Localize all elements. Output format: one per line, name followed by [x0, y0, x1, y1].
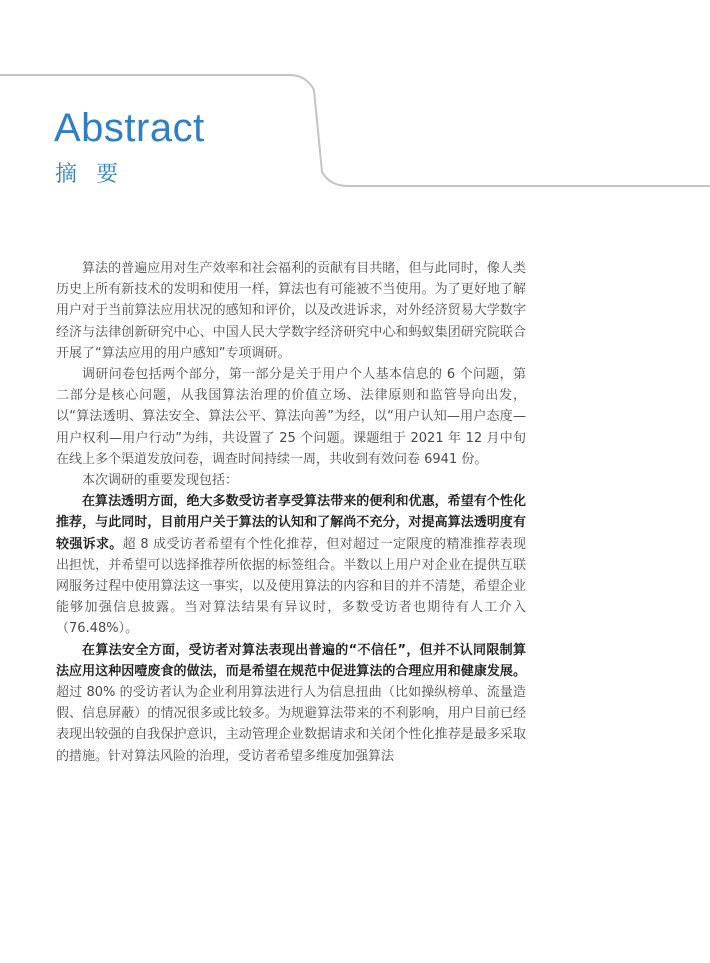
- paragraph-text: 调研问卷包括两个部分，第一部分是关于用户个人基本信息的 6 个问题，第二部分是核心问题，从我国算法治理的价值立场、法律原则和监管导向出发，以“算法透明、算法安全、算法公平、算法向善”为经，以“用户认知—用户态度—用户权利—用户行动”为纬，共设置了 25 个问题。课题组于 2021 年 12 月中旬在线上多个渠道发放问卷，调查时间持续一周，共收到有效问卷 6941 份。: [56, 367, 526, 467]
- paragraph-lead-bold: 在算法安全方面，受访者对算法表现出普遍的“不信任”，但并不认同限制算法应用这种因噎废食的做法，而是希望在规范中促进算法的合理应用和健康发展。: [56, 642, 526, 679]
- paragraph-security: [56, 640, 526, 767]
- abstract-body: [56, 258, 526, 767]
- paragraph-method: [56, 364, 526, 470]
- page-subtitle: 摘 要: [55, 162, 124, 187]
- paragraph-intro: [56, 258, 526, 364]
- paragraph-text: 超 8 成受访者希望有个性化推荐，但对超过一定限度的精准推荐表现出担忧，并希望可以选择推荐所依据的标签组合。半数以上用户对企业在提供互联网服务过程中使用算法这一事实，以及使用算法的内容和目的并不清楚，希望企业能够加强信息披露。当对算法结果有异议时，多数受访者也期待有人工介入（76.48%）。: [56, 536, 526, 637]
- paragraph-findings-lead: [56, 470, 526, 491]
- paragraph-lead-bold: 在算法透明方面，绝大多数受访者享受算法带来的便利和优惠，希望有个性化推荐，与此同时，目前用户关于算法的认知和了解尚不充分，对提高算法透明度有较强诉求。: [56, 494, 526, 552]
- paragraph-transparency: [56, 491, 526, 639]
- paragraph-text: 算法的普遍应用对生产效率和社会福利的贡献有目共睹，但与此同时，像人类历史上所有新技术的发明和使用一样，算法也有可能被不当使用。为了更好地了解用户对于当前算法应用状况的感知和评价，以及改进诉求，对外经济贸易大学数字经济与法律创新研究中心、中国人民大学数字经济研究中心和蚂蚁集团研究院联合开展了“算法应用的用户感知”专项调研。: [56, 261, 526, 361]
- paragraph-text: 本次调研的重要发现包括：: [82, 473, 239, 489]
- paragraph-text: 超过 80% 的受访者认为企业利用算法进行人为信息扭曲（比如操纵榜单、流量造假、信息屏蔽）的情况很多或比较多。为规避算法带来的不利影响，用户目前已经表现出较强的自我保护意识，主动管理企业数据请求和关闭个性化推荐是最多采取的措施。针对算法风险的治理，受访者希望多维度加强算法: [56, 685, 526, 764]
- page-title: Abstract: [54, 106, 205, 150]
